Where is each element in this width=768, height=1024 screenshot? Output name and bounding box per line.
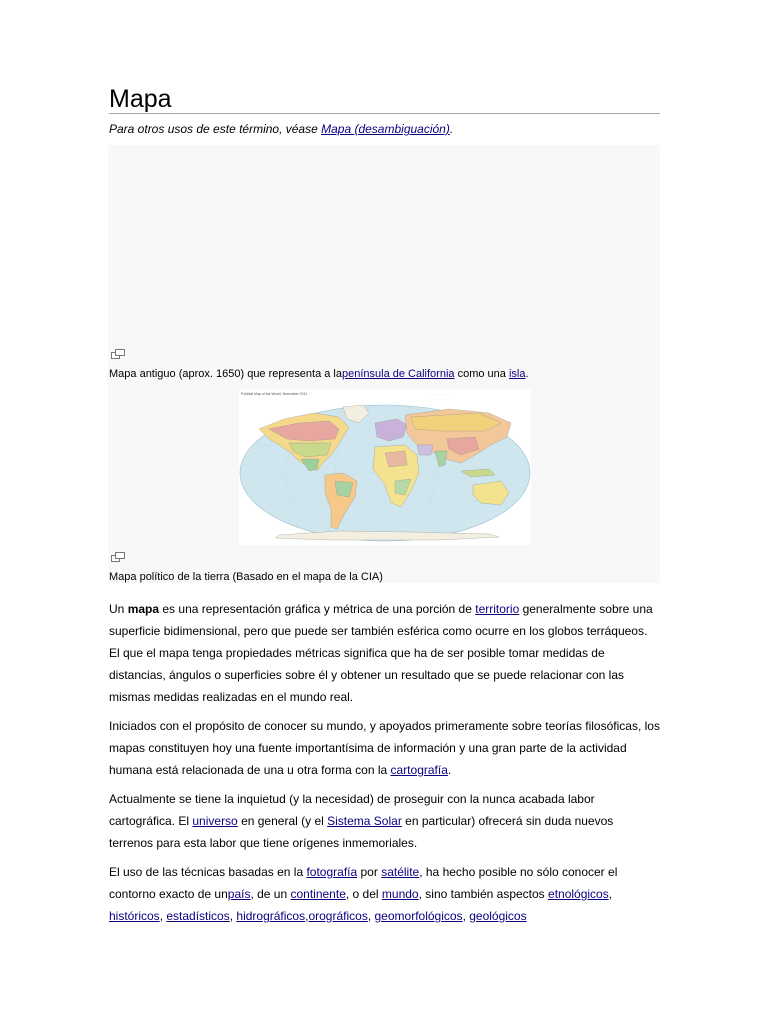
link-sistema-solar[interactable]: Sistema Solar	[327, 814, 402, 828]
text: , de un	[250, 887, 291, 901]
text: por	[357, 865, 382, 879]
figure2-caption: Mapa político de la tierra (Basado en el mapa de la CIA)	[109, 571, 383, 583]
link-historicos[interactable]: históricos	[109, 909, 160, 923]
hatnote-suffix: .	[449, 122, 454, 136]
enlarge-icon[interactable]	[111, 552, 125, 562]
link-peninsula-de-california[interactable]: península de California	[342, 368, 455, 380]
text: Actualmente se tiene la inquietud (y la necesidad) de proseguir con la nunca acabada labor cartográfica. El	[109, 792, 595, 828]
text: ,	[305, 909, 309, 923]
link-etnologicos[interactable]: etnológicos	[548, 887, 609, 901]
map-title: Political Map of the World, November 2011	[241, 392, 308, 396]
link-cartografia[interactable]: cartografía	[390, 763, 448, 777]
paragraph-4	[109, 861, 660, 927]
link-estadisticos[interactable]: estadísticos	[166, 909, 230, 923]
map-legend-note: · · · · · · · · · · · · · · · · ·	[427, 394, 450, 396]
caption-text: Mapa antiguo (aprox. 1650) que representa a la	[109, 368, 342, 380]
text: Un	[109, 602, 128, 616]
paragraph-2	[109, 715, 660, 781]
link-universo[interactable]: universo	[192, 814, 238, 828]
link-mundo[interactable]: mundo	[381, 887, 419, 901]
middle-east	[417, 445, 433, 455]
text: ,	[367, 909, 375, 923]
article-body	[109, 598, 660, 934]
text: es una representación gráfica y métrica de una porción de	[159, 602, 476, 616]
page-title: Mapa	[109, 84, 660, 114]
north-africa	[385, 451, 407, 467]
text: Iniciados con el propósito de conocer su mundo, y apoyados primeramente sobre teorías filosóficas, los mapas constituyen hoy una fuente importantísima de información y una gran parte de la actividad humana está relacionada de una u otra forma con la	[109, 719, 660, 777]
text: El uso de las técnicas basadas en la	[109, 865, 307, 879]
link-continente[interactable]: continente	[290, 887, 346, 901]
text: , ha hecho posible no sólo conocer el contorno exacto de un	[109, 865, 618, 901]
bold-term: mapa	[127, 602, 160, 616]
link-pais[interactable]: país	[227, 887, 251, 901]
figures-container	[108, 145, 660, 583]
text: ,	[229, 909, 237, 923]
text: generalmente sobre una superficie bidimensional, pero que puede ser también esférica como ocurre en los globos terráqueos. El que el mapa tenga propiedades métricas significa que ha de ser posible tomar medidas de distancias, ángulos o superficies sobre él y obtener un resultado que se puede relacionar con las mismas medidas realizadas en el mundo real.	[109, 602, 653, 704]
enlarge-icon[interactable]	[111, 349, 125, 359]
text: ,	[462, 909, 470, 923]
hatnote	[109, 122, 453, 136]
link-satelite[interactable]: satélite	[381, 865, 420, 879]
text: , sino también aspectos	[418, 887, 549, 901]
caption-text: .	[525, 368, 529, 380]
link-geomorfologicos[interactable]: geomorfológicos	[374, 909, 463, 923]
caption-text: como una	[454, 368, 509, 380]
paragraph-3	[109, 788, 660, 854]
link-mapa-desambiguacion[interactable]: Mapa (desambiguación)	[321, 122, 450, 136]
link-isla[interactable]: isla	[508, 368, 526, 380]
text: ,	[608, 887, 613, 901]
text: en general (y el	[237, 814, 328, 828]
link-fotografia[interactable]: fotografía	[306, 865, 358, 879]
text: .	[447, 763, 452, 777]
text: en particular) ofrecerá sin duda nuevos terrenos para esta labor que tiene orígenes inmemoriales.	[109, 814, 614, 850]
link-territorio[interactable]: territorio	[475, 602, 520, 616]
figure1-caption	[109, 368, 529, 380]
text: , o del	[345, 887, 382, 901]
link-hidrograficos[interactable]: hidrográficos	[236, 909, 306, 923]
hatnote-text: Para otros usos de este término, véase	[109, 122, 322, 136]
text: ,	[159, 909, 167, 923]
link-geologicos[interactable]: geológicos	[469, 909, 527, 923]
world-political-map[interactable]	[239, 389, 531, 545]
link-orograficos[interactable]: orográficos	[308, 909, 368, 923]
paragraph-1	[109, 598, 660, 708]
